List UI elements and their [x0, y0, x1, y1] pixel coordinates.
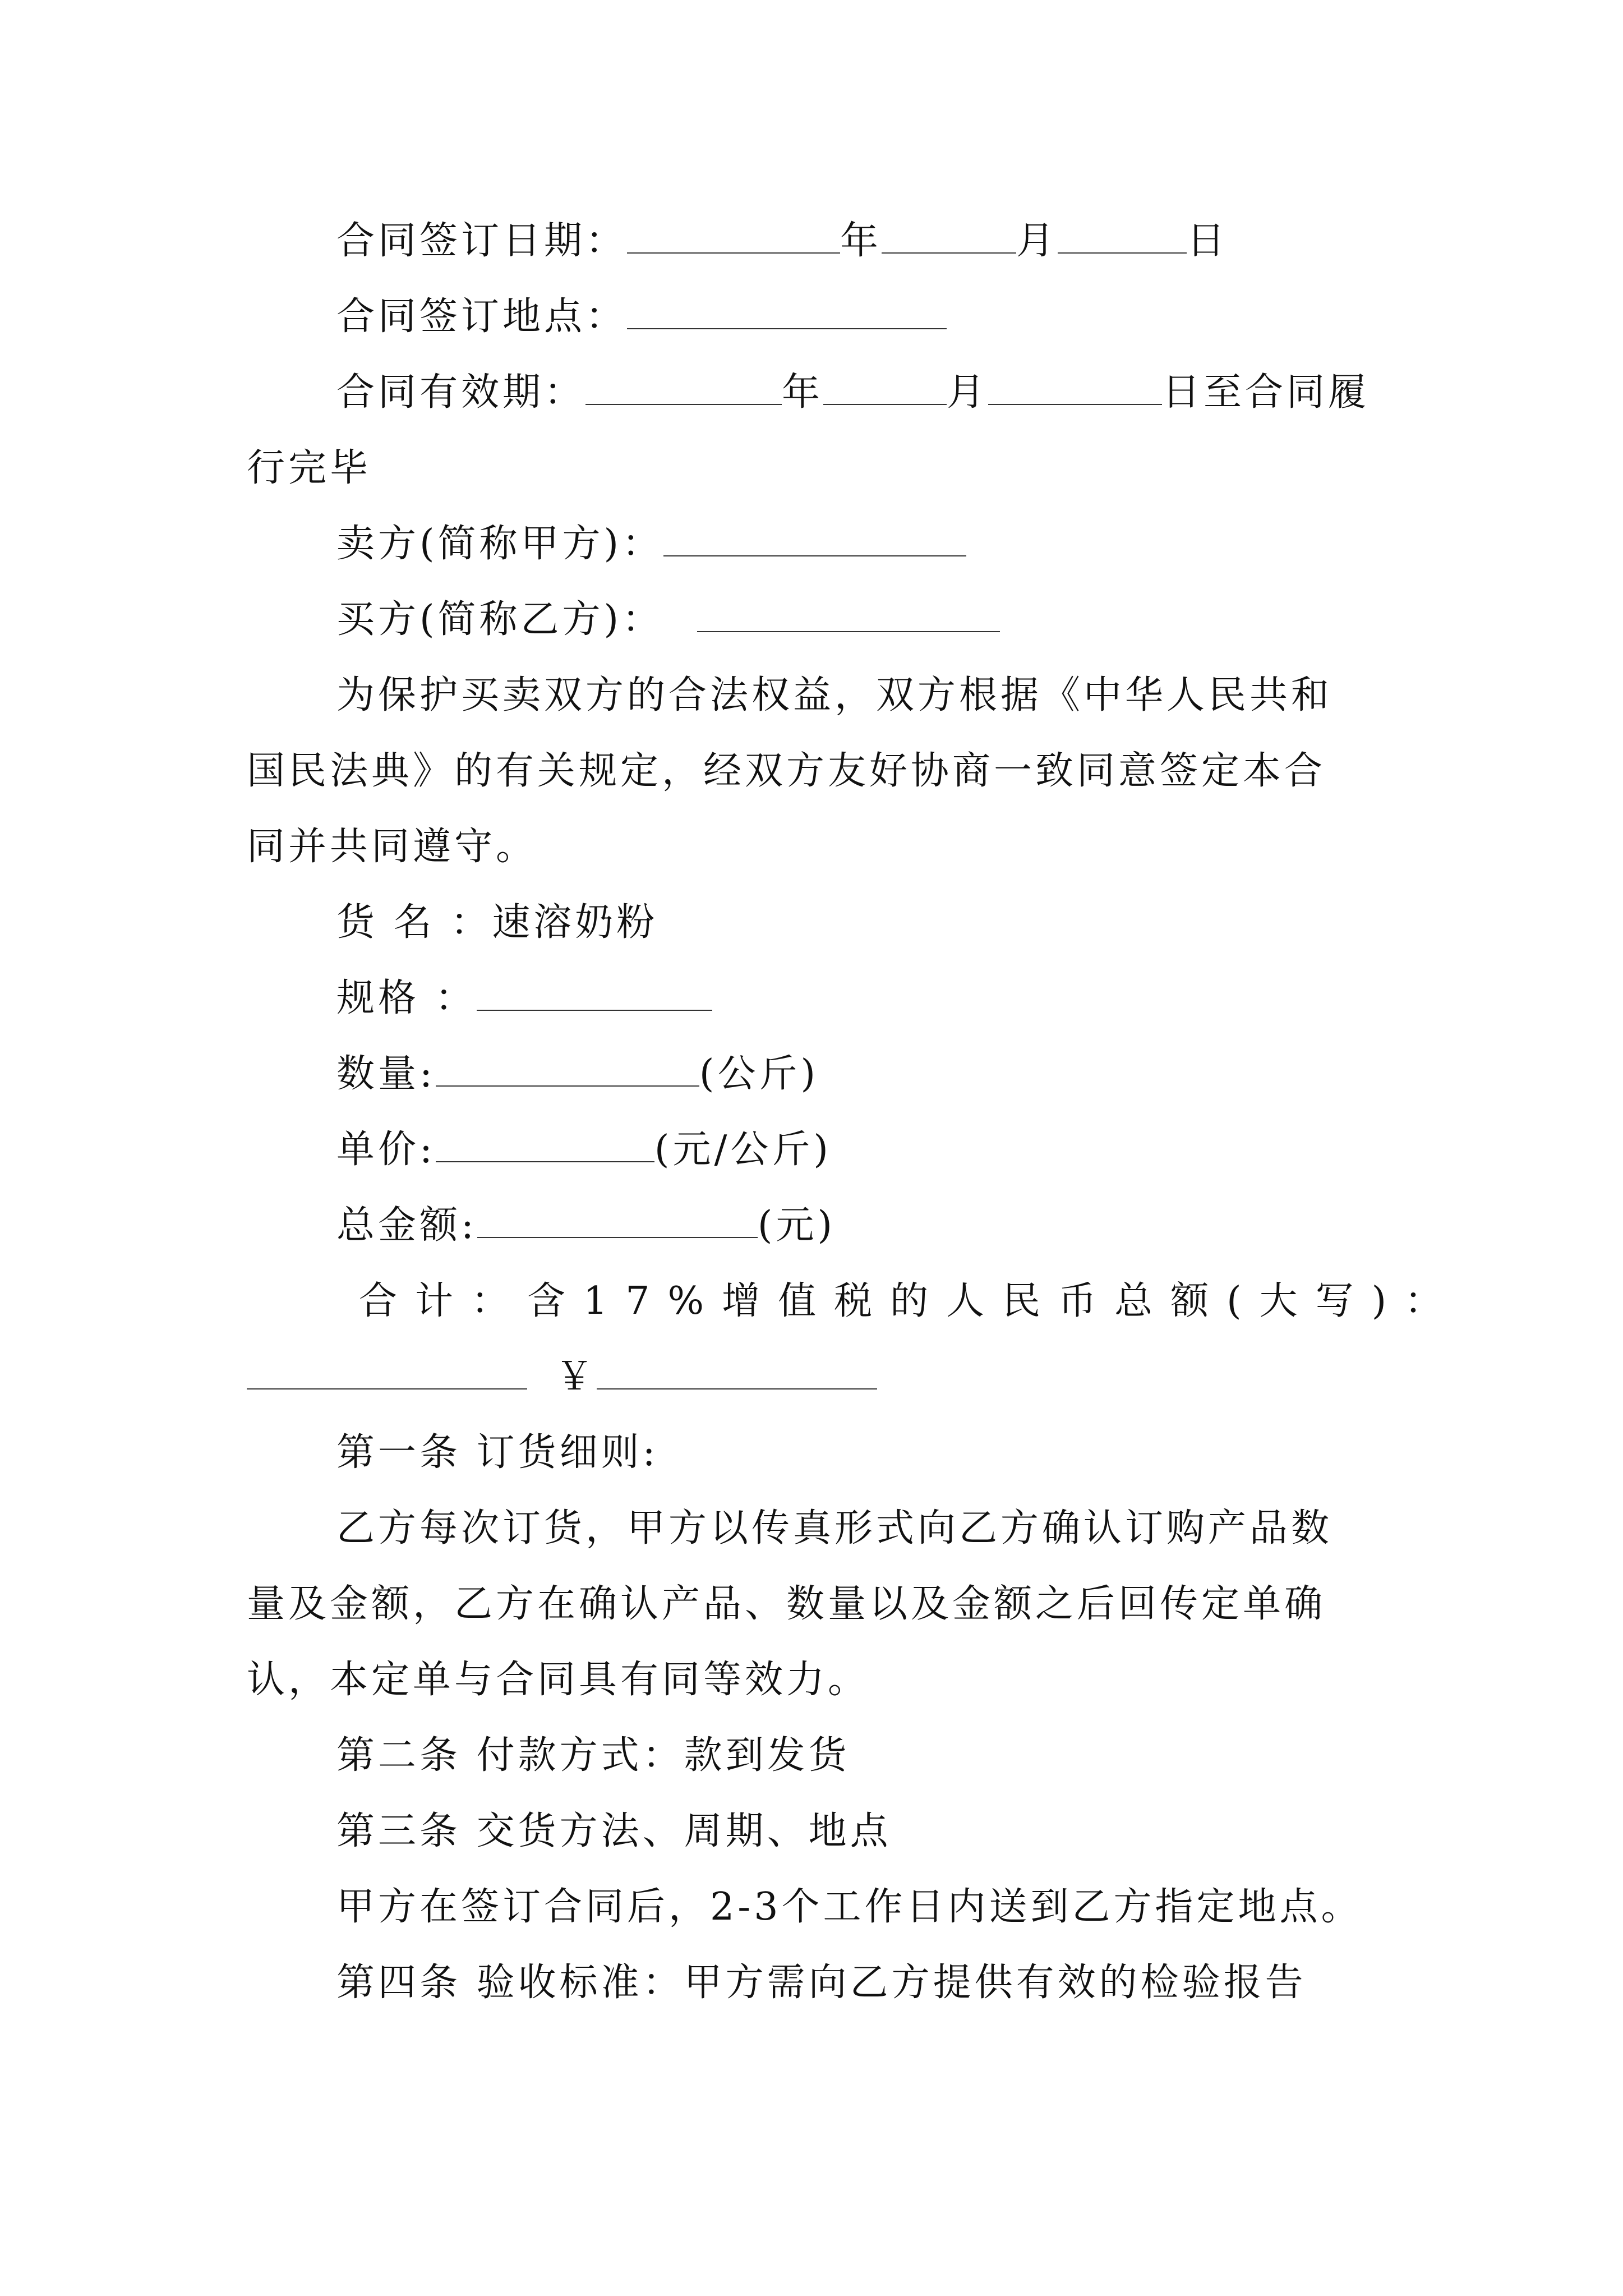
unit-price-label: 单价:: [336, 1128, 436, 1172]
buyer-label: 买方(简称乙方)：: [336, 597, 664, 642]
unit-price-line: [336, 1128, 832, 1172]
seller-line: [336, 522, 966, 567]
article-3-line-1: [336, 1885, 1363, 1930]
seller-label: 卖方(简称甲方)：: [336, 522, 664, 566]
total-yuan-field: [597, 1357, 877, 1389]
validity-cont-text: 行完毕: [247, 446, 372, 490]
year-label: 年: [840, 219, 882, 263]
unit-price-field: [436, 1130, 654, 1162]
month-label: 月: [1016, 219, 1058, 263]
spec-label: 规格 ：: [336, 976, 477, 1020]
article-1-title-text: 第一条 订货细则:: [336, 1430, 659, 1475]
preamble-line-3: [247, 825, 537, 869]
article-1-text-2: 量及金额，乙方在确认产品、数量以及金额之后回传定单确: [247, 1582, 1326, 1626]
article-1-text-1: 乙方每次订货，甲方以传真形式向乙方确认订购产品数: [336, 1506, 1333, 1550]
spec-line: [336, 976, 712, 1021]
quantity-line: [336, 1052, 819, 1097]
quantity-label: 数量:: [336, 1052, 436, 1096]
buyer-field: [697, 600, 1000, 632]
total-capital-label: 合计：含17%增值税的人民币总额(大写)：: [359, 1279, 1461, 1323]
total-amount-line: [336, 1203, 836, 1248]
seller-field: [663, 524, 966, 556]
day-label: 日: [1187, 219, 1229, 263]
article-2: [336, 1733, 850, 1778]
signing-day-field: [1058, 221, 1187, 254]
preamble-line-1: [336, 673, 1332, 718]
total-capital-fields: [247, 1355, 877, 1400]
article-2-text: 第二条 付款方式：款到发货: [336, 1733, 850, 1778]
validity-until-text: 日至合同履: [1162, 370, 1370, 415]
article-3-text-1: 甲方在签订合同后，2-3个工作日内送到乙方指定地点。: [336, 1885, 1363, 1929]
quantity-field: [436, 1054, 699, 1087]
spec-field: [477, 978, 712, 1011]
preamble-text-1: 为保护买卖双方的合法权益，双方根据《中华人民共和: [336, 673, 1333, 717]
buyer-line: [336, 597, 1000, 642]
validity-month-field: [823, 372, 947, 405]
article-4: [336, 1961, 1307, 2005]
article-1-line-1: [336, 1506, 1332, 1551]
quantity-unit: (公斤): [699, 1052, 819, 1096]
validity-continuation: [247, 446, 371, 491]
total-capital-field: [247, 1357, 527, 1389]
signing-place-label: 合同签订地点：: [336, 295, 628, 339]
article-3-title: [336, 1809, 892, 1854]
signing-place-field: [627, 297, 947, 329]
article-3-title-text: 第三条 交货方法、周期、地点: [336, 1809, 892, 1853]
total-amount-unit: (元): [757, 1203, 836, 1248]
validity-label: 合同有效期：: [336, 370, 586, 415]
validity-line: [336, 370, 1370, 415]
signing-date-line: [336, 219, 1228, 264]
validity-month-label: 月: [947, 370, 989, 415]
preamble-text-2: 国民法典》的有关规定，经双方友好协商一致同意签定本合: [247, 749, 1326, 793]
article-1-title: [336, 1430, 659, 1475]
unit-price-unit: (元/公斤): [654, 1128, 832, 1172]
validity-day-field: [988, 372, 1162, 405]
preamble-text-3: 同并共同遵守。: [247, 825, 538, 869]
article-4-text: 第四条 验收标准：甲方需向乙方提供有效的检验报告: [336, 1961, 1307, 2005]
signing-year-field: [627, 221, 840, 254]
total-amount-label: 总金额:: [336, 1203, 477, 1248]
goods-value: 速溶奶粉: [492, 900, 658, 945]
signing-month-field: [882, 221, 1016, 254]
total-capital-line: [359, 1279, 1460, 1324]
signing-place-line: [336, 295, 947, 339]
article-1-line-2: [247, 1582, 1326, 1627]
total-amount-field: [477, 1205, 758, 1238]
validity-year-label: 年: [782, 370, 824, 415]
article-1-line-3: [247, 1658, 869, 1703]
article-1-text-3: 认，本定单与合同具有同等效力。: [247, 1658, 870, 1702]
yuan-sign: ￥: [555, 1355, 597, 1399]
validity-year-field: [585, 372, 782, 405]
preamble-line-2: [247, 749, 1326, 794]
goods-label: 货 名 ：: [336, 900, 492, 945]
goods-line: [336, 900, 658, 945]
signing-date-label: 合同签订日期：: [336, 219, 628, 263]
